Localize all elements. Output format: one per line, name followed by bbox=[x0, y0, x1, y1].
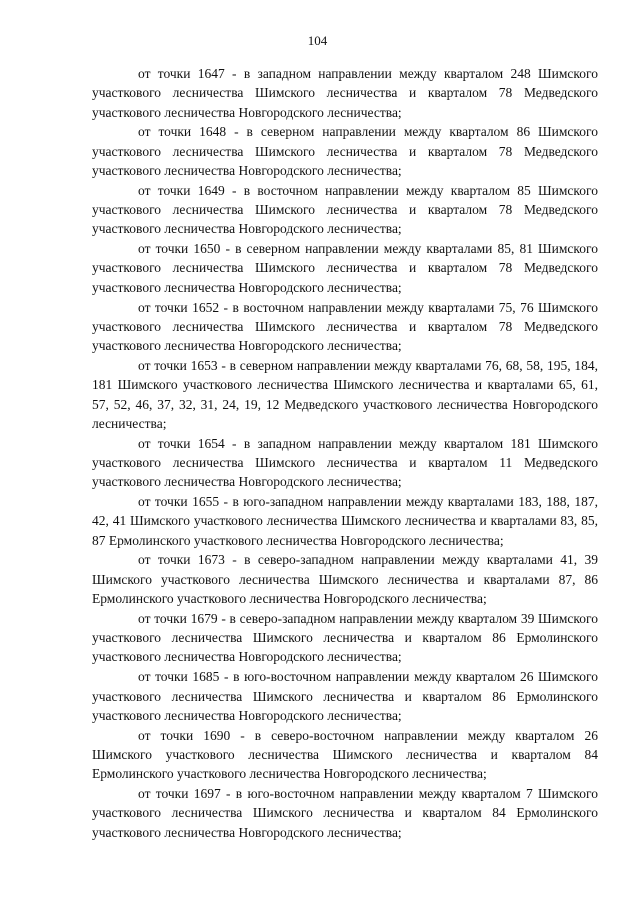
paragraph-point-1647: от точки 1647 - в западном направлении между кварталом 248 Шимского участкового лесничества Шимского лесничества и кварталом 78 Медведского участкового лесничества Новгородского лесничества; bbox=[92, 66, 598, 120]
paragraph-point-1685: от точки 1685 - в юго-восточном направлении между кварталом 26 Шимского участкового лесничества Шимского лесничества и кварталом 86 Ермолинского участкового лесничества Новгородского лесничества; bbox=[92, 669, 598, 723]
paragraph-point-1655: от точки 1655 - в юго-западном направлении между кварталами 183, 188, 187, 42, 41 Шимского участкового лесничества Шимского лесничества и кварталами 83, 85, 87 Ермолинского участкового лесничества Новгородского лесничества; bbox=[92, 494, 598, 548]
paragraph-point-1690: от точки 1690 - в северо-восточном направлении между кварталом 26 Шимского участкового лесничества Шимского лесничества и кварталом 84 Ермолинского участкового лесничества Новгородского лесничества; bbox=[92, 727, 598, 782]
paragraph-point-1697: от точки 1697 - в юго-восточном направлении между кварталом 7 Шимского участкового лесничества Шимского лесничества и кварталом 84 Ермолинского участкового лесничества Новгородского лесничества; bbox=[92, 785, 598, 840]
page-number: 104 bbox=[307, 33, 328, 48]
paragraph-point-1654: от точки 1654 - в западном направлении между кварталом 181 Шимского участкового лесничества Шимского лесничества и кварталом 11 Медведского участкового лесничества Новгородского лесничества; bbox=[92, 435, 598, 490]
paragraph-point-1648: от точки 1648 - в северном направлении между кварталом 86 Шимского участкового лесничества Шимского лесничества и кварталом 78 Медведского участкового лесничества Новгородского лесничества; bbox=[92, 124, 598, 178]
document-body bbox=[92, 64, 598, 842]
paragraph-point-1673: от точки 1673 - в северо-западном направлении между кварталами 41, 39 Шимского участкового лесничества Шимского лесничества и кварталами 87, 86 Ермолинского участкового лесничества Новгородского лесничества; bbox=[92, 552, 598, 607]
paragraph-point-1652: от точки 1652 - в восточном направлении между кварталами 75, 76 Шимского участкового лесничества Шимского лесничества и кварталом 78 Медведского участкового лесничества Новгородского лесничества; bbox=[92, 299, 598, 354]
paragraph-point-1650: от точки 1650 - в северном направлении между кварталами 85, 81 Шимского участкового лесничества Шимского лесничества и кварталом 78 Медведского участкового лесничества Новгородского лесничества; bbox=[92, 241, 598, 295]
paragraph-point-1649: от точки 1649 - в восточном направлении между кварталом 85 Шимского участкового лесничества Шимского лесничества и кварталом 78 Медведского участкового лесничества Новгородского лесничества; bbox=[92, 182, 598, 237]
paragraph-point-1653: от точки 1653 - в северном направлении между кварталами 76, 68, 58, 195, 184, 181 Шимского участкового лесничества Шимского лесничества и кварталами 65, 61, 57, 52, 46, 37, 32, 31, 24, 19, 12 Медведского участкового лесничества Новгородского лесничества; bbox=[92, 357, 598, 431]
paragraph-point-1679: от точки 1679 - в северо-западном направлении между кварталом 39 Шимского участкового лесничества Шимского лесничества и кварталом 86 Ермолинского участкового лесничества Новгородского лесничества; bbox=[92, 610, 598, 665]
